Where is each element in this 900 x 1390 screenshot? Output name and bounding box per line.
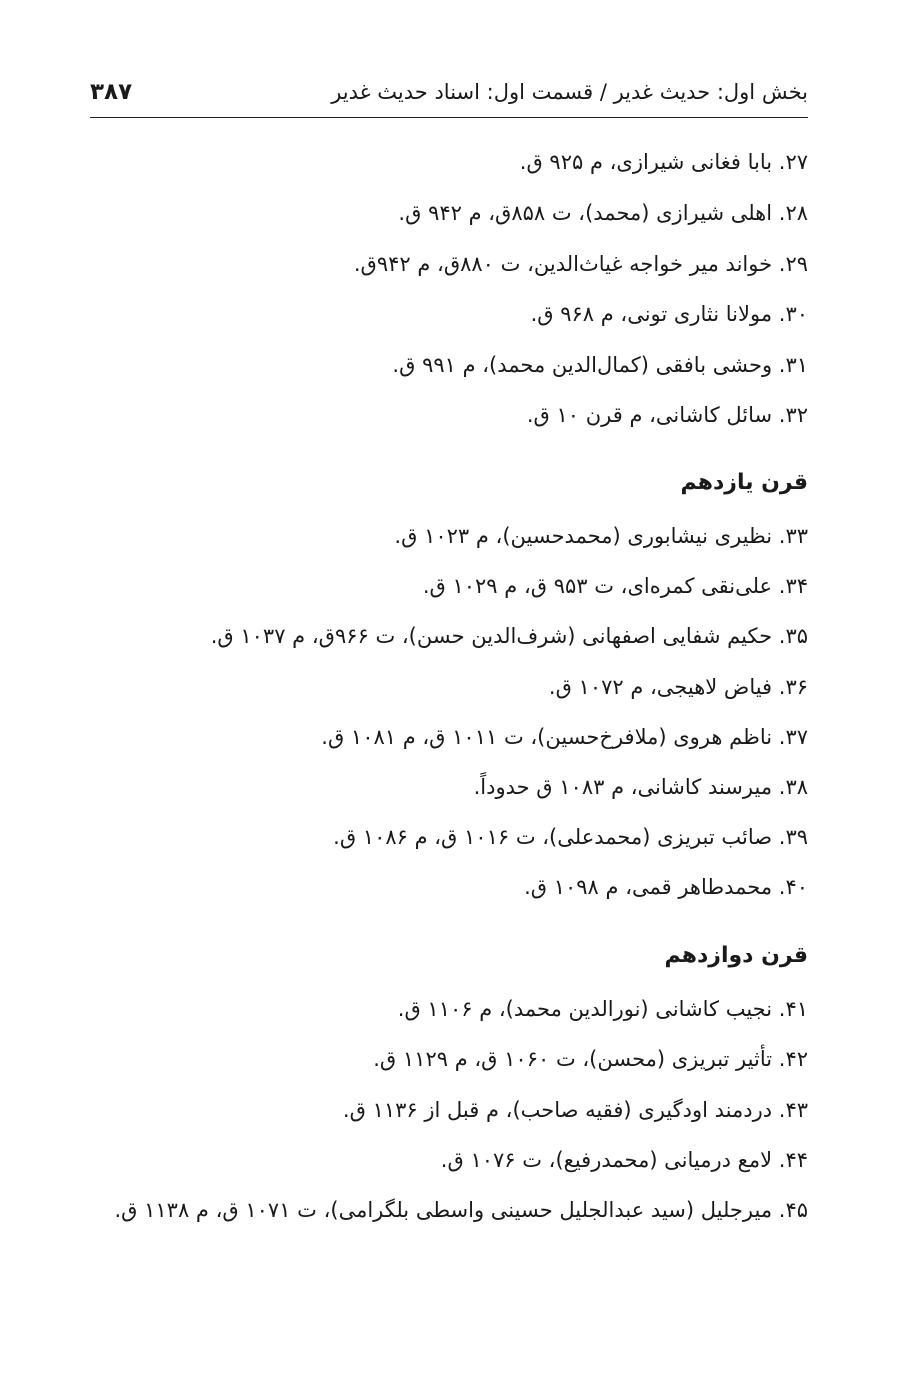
section-heading-12th-century: قرن دوازدهم — [664, 943, 808, 968]
section-heading-11th-century: قرن یازدهم — [680, 470, 808, 495]
list-item: ۳۶. فیاض لاهیجی، م ۱۰۷۲ ق. — [548, 675, 808, 699]
list-item: ۲۸. اهلی شیرازی (محمد)، ت ۸۵۸ق، م ۹۴۲ ق. — [398, 201, 808, 225]
header-divider — [90, 117, 808, 118]
list-item: ۳۳. نظیری نیشابوری (محمدحسین)، م ۱۰۲۳ ق. — [394, 524, 808, 548]
book-page — [90, 0, 808, 1390]
list-item: ۲۹. خواند میر خواجه غیاث‌الدین، ت ۸۸۰ق، م ۹۴۲ق. — [353, 252, 808, 276]
list-item: ۴۳. دردمند اودگیری (فقیه صاحب)، م قبل از ۱۱۳۶ ق. — [342, 1098, 808, 1122]
list-item: ۳۷. ناظم هروی (ملافرخ‌حسین)، ت ۱۰۱۱ ق، م ۱۰۸۱ ق. — [321, 725, 808, 749]
running-header-title: بخش اول: حدیث غدیر / قسمت اول: اسناد حدیث غدیر — [331, 80, 808, 104]
list-item: ۲۷. بابا فغانی شیرازی، م ۹۲۵ ق. — [519, 150, 808, 174]
page-number: ۳۸۷ — [90, 79, 133, 105]
list-item: ۴۴. لامع درمیانی (محمدرفیع)، ت ۱۰۷۶ ق. — [440, 1148, 808, 1172]
list-item: ۳۲. سائل کاشانی، م قرن ۱۰ ق. — [526, 403, 808, 427]
list-item: ۳۸. میرسند کاشانی، م ۱۰۸۳ ق حدوداً. — [473, 775, 808, 799]
list-item: ۳۱. وحشی بافقی (کمال‌الدین محمد)، م ۹۹۱ ق. — [392, 353, 808, 377]
list-item: ۳۰. مولانا نثاری تونی، م ۹۶۸ ق. — [530, 302, 808, 326]
list-item: ۴۵. میرجلیل (سید عبدالجلیل حسینی واسطی بلگرامی)، ت ۱۰۷۱ ق، م ۱۱۳۸ ق. — [114, 1198, 808, 1222]
list-item: ۴۱. نجیب کاشانی (نورالدین محمد)، م ۱۱۰۶ ق. — [397, 997, 808, 1021]
list-item: ۴۰. محمدطاهر قمی، م ۱۰۹۸ ق. — [524, 875, 808, 899]
list-item: ۳۴. علی‌نقی کمره‌ای، ت ۹۵۳ ق، م ۱۰۲۹ ق. — [422, 574, 808, 598]
running-header — [90, 72, 808, 112]
list-item: ۴۲. تأثیر تبریزی (محسن)، ت ۱۰۶۰ ق، م ۱۱۲۹ ق. — [373, 1047, 808, 1071]
list-item: ۳۵. حکیم شفایی اصفهانی (شرف‌الدین حسن)، ت ۹۶۶ق، م ۱۰۳۷ ق. — [210, 624, 808, 648]
list-item: ۳۹. صائب تبریزی (محمدعلی)، ت ۱۰۱۶ ق، م ۱۰۸۶ ق. — [333, 825, 808, 849]
